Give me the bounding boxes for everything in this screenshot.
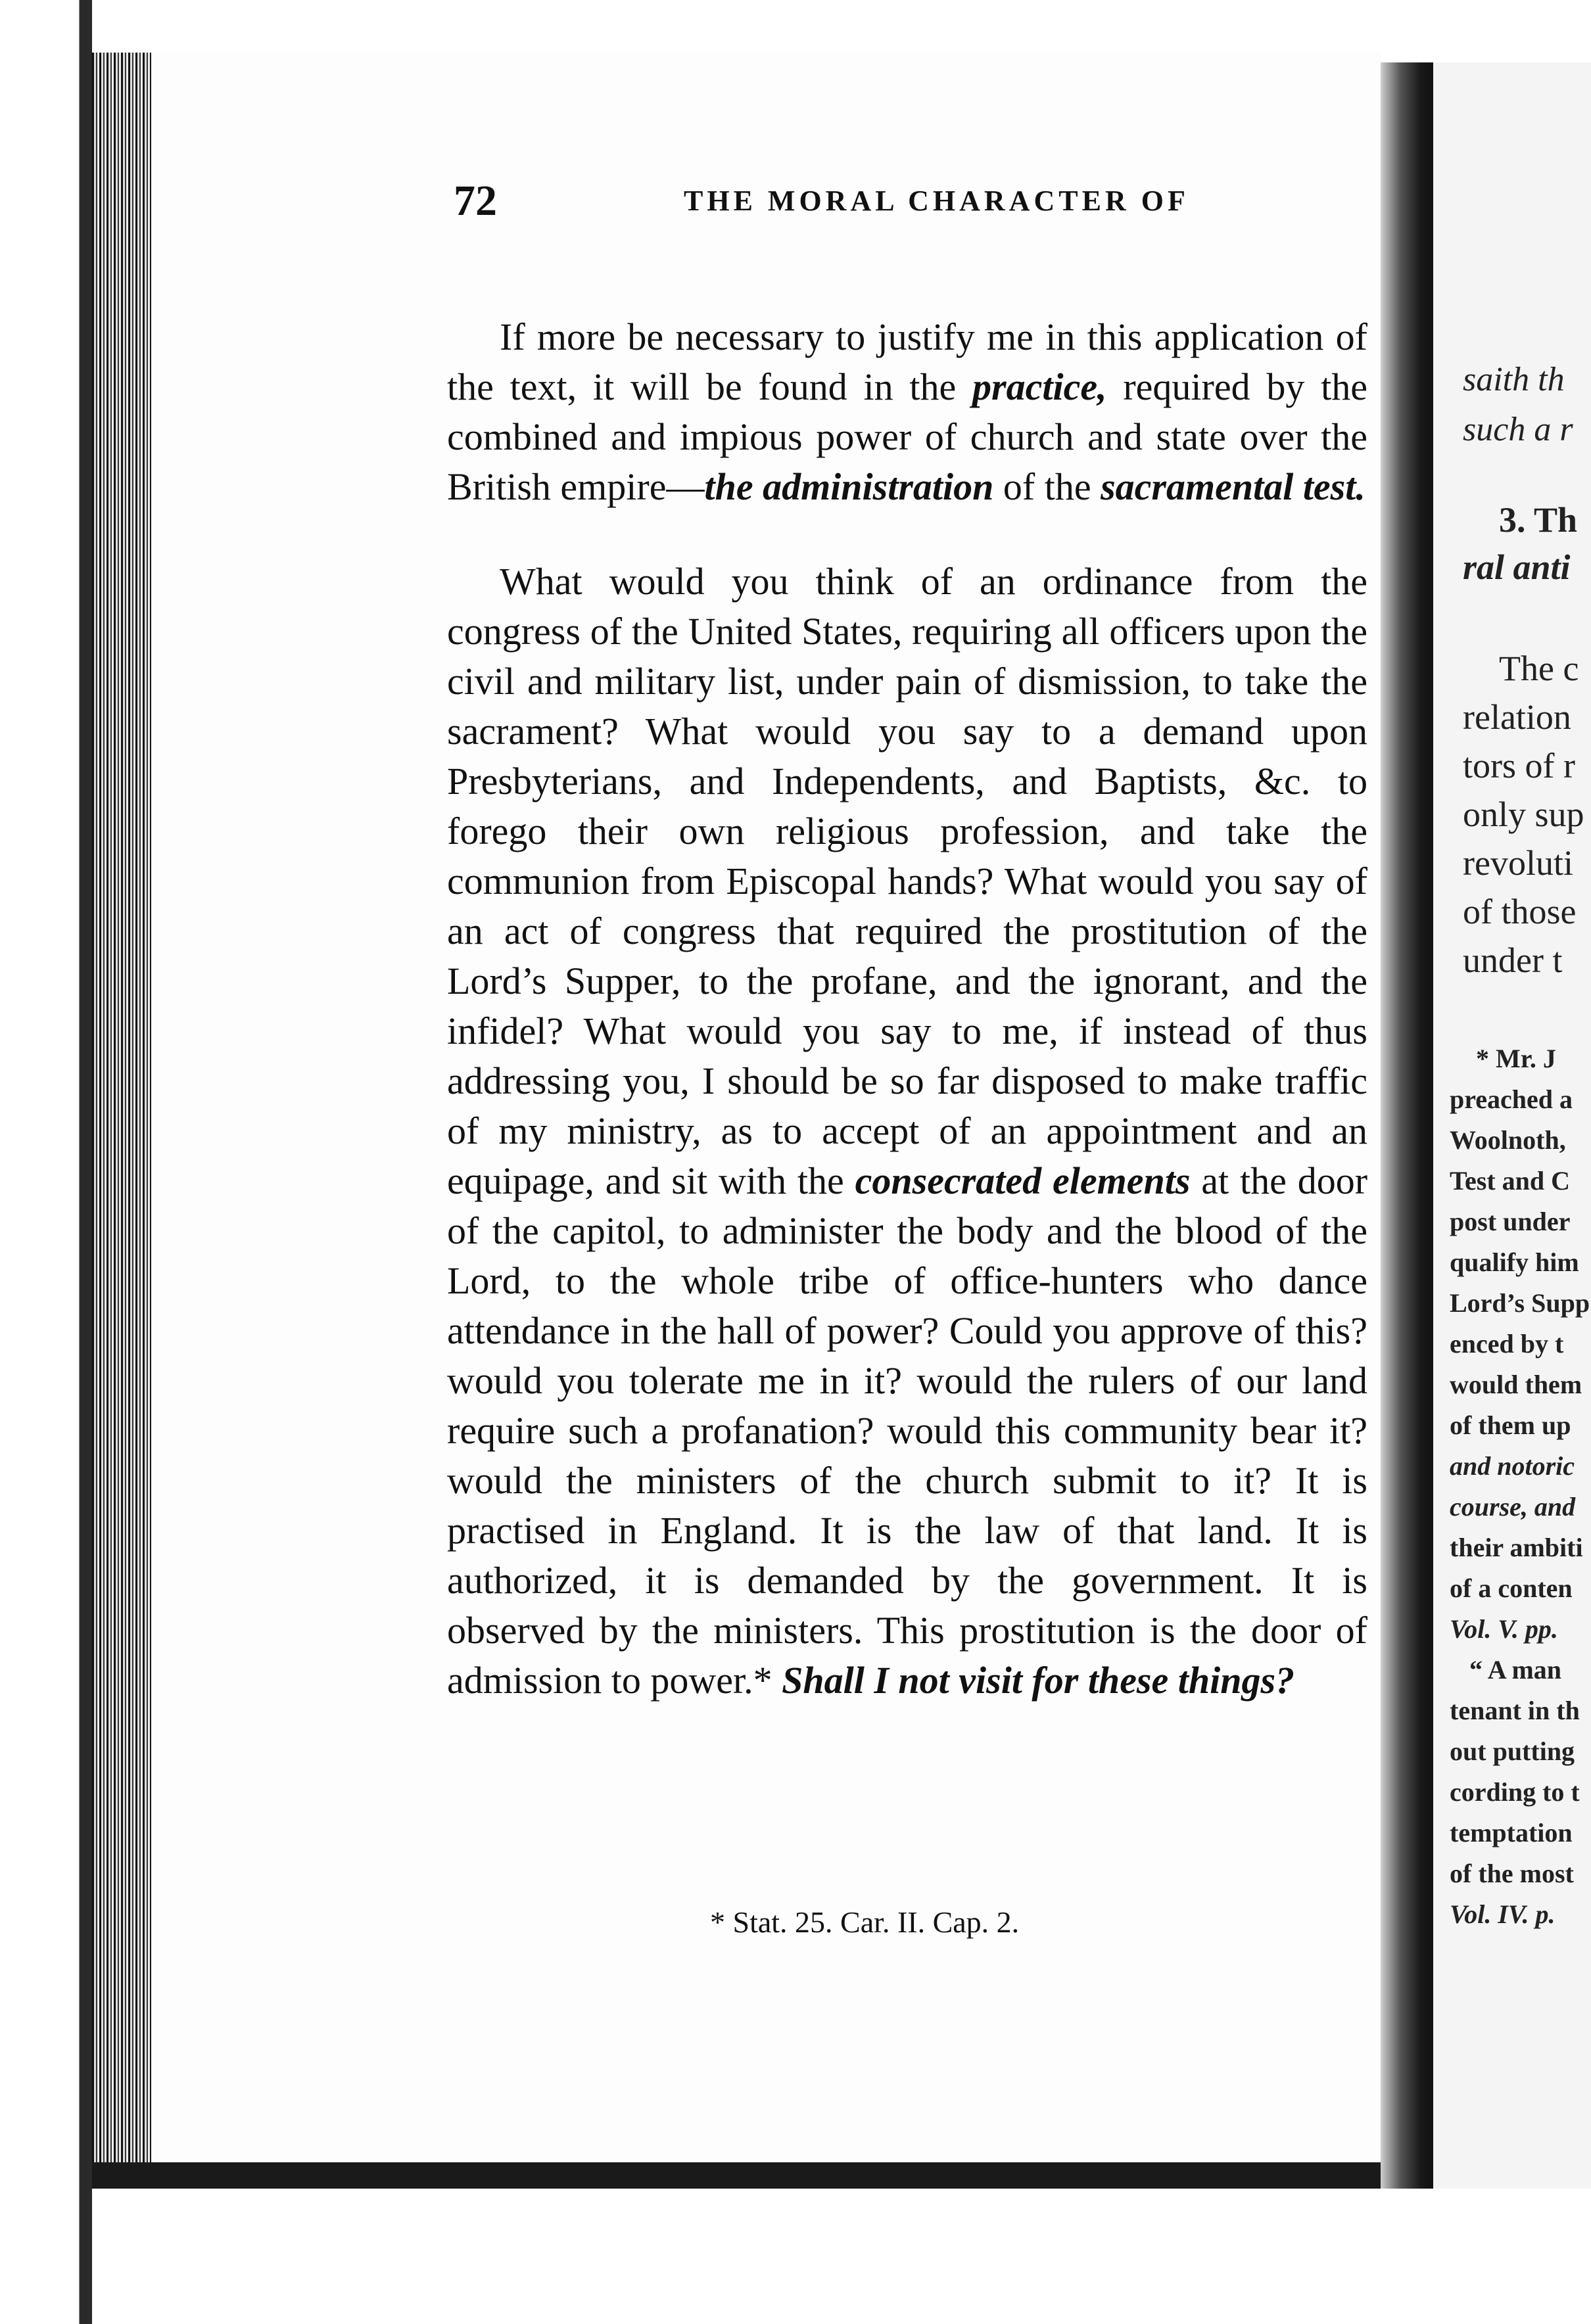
facing-line: under t — [1463, 941, 1563, 980]
facing-line: qualify him — [1450, 1247, 1579, 1277]
facing-line: cording to t — [1450, 1777, 1580, 1807]
facing-line: only sup — [1463, 795, 1584, 834]
body-text — [447, 312, 1367, 1706]
scan-top-margin — [0, 0, 1591, 46]
book-gutter — [1381, 62, 1433, 2189]
paragraph-2-emphasis-b: Shall I not visit for these things? — [782, 1659, 1295, 1702]
paragraph-1-text-b: required by the combined and impious power of church and state over the British empire— — [447, 365, 1367, 508]
facing-line: Woolnoth, — [1450, 1125, 1566, 1155]
paragraph-1-text-a: If more be necessary to justify me in this application of the text, it will be found in the — [447, 315, 1367, 408]
paragraph-2-text-b: at the door of the capitol, to administer the body and the blood of the Lord, to the whole tribe of office-hunters who dance attendance in the hall of power? Could you approve of this? would you tolerate me in it? would the rulers of our land require such a profanation? would this community bear it? would the ministers of the church submit to it? It is practised in England. It is the law of that land. It is authorized, it is demanded by the government. It is observed by the ministers. This prostitution is the door of admission to power.* — [447, 1159, 1368, 1702]
facing-line: their ambiti — [1450, 1533, 1583, 1562]
facing-page-lines-a — [1463, 355, 1573, 455]
facing-line: * Mr. J — [1476, 1044, 1556, 1073]
facing-line: course, and — [1450, 1492, 1576, 1522]
paragraph-1-emphasis-b: the administration — [704, 465, 994, 508]
facing-line: temptation — [1450, 1818, 1573, 1848]
facing-line: such a r — [1463, 411, 1573, 448]
facing-line: Test and C — [1450, 1166, 1571, 1196]
header-title: THE MORAL CHARACTER OF — [684, 185, 1189, 217]
facing-line: tenant in th — [1450, 1696, 1580, 1725]
footnote: * Stat. 25. Car. II. Cap. 2. — [710, 1905, 1020, 1939]
facing-line: of those — [1463, 892, 1577, 931]
facing-line: preached a — [1450, 1084, 1573, 1114]
facing-line: “ A man — [1469, 1655, 1562, 1685]
facing-line: Lord’s Supp — [1450, 1288, 1590, 1318]
facing-line: enced by t — [1450, 1329, 1564, 1359]
facing-line: of them up — [1450, 1410, 1571, 1440]
paragraph-1-emphasis-c: sacramental test. — [1101, 465, 1365, 508]
facing-line: relation — [1463, 697, 1571, 737]
paragraph-2-emphasis-a: consecrated elements — [855, 1159, 1191, 1202]
facing-line: Vol. IV. p. — [1450, 1899, 1555, 1929]
facing-line: revoluti — [1463, 843, 1573, 883]
paragraph-1-text-c: of the — [993, 465, 1101, 508]
facing-line: The c — [1499, 649, 1579, 688]
scan-left-edge — [0, 0, 92, 2324]
facing-line: of the most — [1450, 1859, 1574, 1888]
running-head — [454, 176, 1387, 229]
facing-line: Vol. V. pp. — [1450, 1614, 1558, 1644]
paragraph-2 — [447, 557, 1367, 1706]
facing-page-footnotes — [1450, 1038, 1590, 1935]
facing-page-lines-c — [1463, 644, 1584, 985]
facing-line: ral anti — [1463, 547, 1571, 587]
facing-page-heading — [1463, 500, 1578, 588]
paragraph-1-emphasis-a: practice, — [972, 365, 1107, 408]
facing-line: of a conten — [1450, 1573, 1573, 1603]
scan-bottom-shadow — [92, 2162, 1407, 2189]
paragraph-1 — [447, 312, 1367, 512]
facing-line: 3. Th — [1499, 500, 1578, 540]
book-page-edges — [92, 53, 151, 2169]
page-number: 72 — [454, 177, 497, 225]
scan-bottom-right-margin — [1433, 2189, 1591, 2324]
facing-line: and notoric — [1450, 1451, 1575, 1481]
facing-line: out putting — [1450, 1736, 1575, 1766]
facing-line: would them — [1450, 1370, 1582, 1399]
facing-line: tors of r — [1463, 746, 1575, 785]
facing-line: saith th — [1463, 361, 1565, 398]
paragraph-2-text-a: What would you think of an ordinance from the congress of the United States, requiring all officers upon the civil and military list, under pain of dismission, to take the sacrament? What would you say to a demand upon Presbyterians, and Independents, and Baptists, &c. to forego their own religious profession, and take the communion from Episcopal hands? What would you say of an act of congress that required the prostitution of the Lord’s Supper, to the profane, and the ignorant, and the infidel? What would you say to me, if instead of thus addressing you, I should be so far disposed to make traffic of my ministry, as to accept of an appointment and an equipage, and sit with the — [447, 560, 1367, 1202]
facing-line: post under — [1450, 1207, 1571, 1236]
